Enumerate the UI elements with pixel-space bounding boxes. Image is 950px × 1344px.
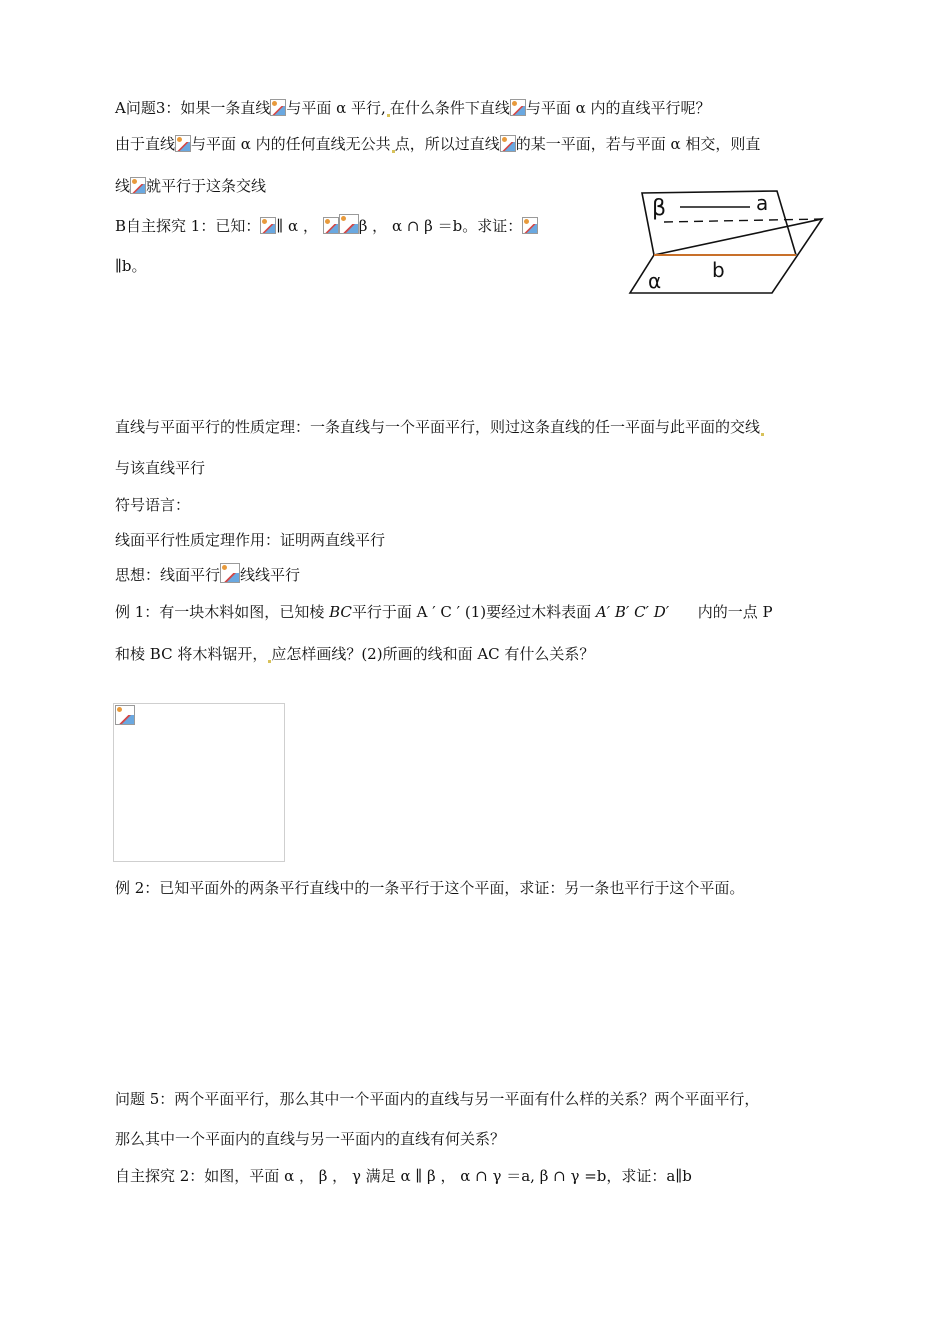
question-5-line-1: 问题 5：两个平面平行，那么其中一个平面内的直线与另一平面有什么样的关系？两个平面平行，	[115, 1090, 760, 1108]
formula-image-icon	[339, 214, 359, 234]
formula-image-icon	[522, 217, 538, 234]
formula-image-icon	[175, 135, 191, 152]
wood-block-figure-placeholder	[113, 703, 285, 862]
formula-image-icon	[130, 177, 146, 194]
plane-intersection-diagram	[622, 185, 832, 300]
explore-2: 自主探究 2：如图，平面 α ， β ， γ 满足 α ∥ β ， α ∩ γ ＝a, β ∩ γ =b，求证：a∥b	[115, 1167, 692, 1185]
question-5-line-2: 那么其中一个平面内的直线与另一平面内的直线有何关系？	[115, 1130, 506, 1148]
explore-1-line-1: B自主探究 1：已知： ∥ α ， β ， α ∩ β ＝b。求证：	[115, 214, 538, 236]
hidden-edge	[664, 219, 822, 222]
reason-line-2: 线 就平行于这条交线	[115, 177, 267, 195]
theorem-line-2: 与该直线平行	[115, 459, 206, 477]
idea-line: 思想：线面平行 线线平行	[115, 563, 300, 585]
label-b: b	[712, 258, 725, 282]
explore-1-line-2: ∥b。	[115, 257, 147, 275]
formula-image-icon	[323, 217, 339, 234]
formula-image-icon	[510, 99, 526, 116]
label-alpha: α	[648, 269, 662, 293]
example-1-line-1: 例 1：有一块木料如图，已知棱 BC平行于面 A ′ C ′ (1)要经过木料表面 A′ B′ C′ D′ 内的一点 P	[115, 603, 773, 621]
example-2: 例 2：已知平面外的两条平行直线中的一条平行于这个平面，求证：另一条也平行于这个平面。	[115, 879, 745, 897]
label-a: a	[756, 191, 769, 215]
formula-image-icon	[270, 99, 286, 116]
label-beta: β	[652, 196, 667, 221]
theorem-line-1: 直线与平面平行的性质定理：一条直线与一个平面平行，则过这条直线的任一平面与此平面的交线	[115, 417, 764, 437]
example-1-line-2: 和棱 BC 将木料锯开， 应怎样画线？(2)所画的线和面 AC 有什么关系？	[115, 645, 595, 663]
formula-image-icon	[260, 217, 276, 234]
anchor-mark	[761, 433, 764, 436]
question-3: A问题3：如果一条直线 与平面 α 平行, 在什么条件下直线 与平面 α 内的直线平行呢？	[115, 99, 711, 117]
implies-image-icon	[220, 563, 240, 583]
symbol-language: 符号语言：	[115, 496, 191, 514]
reason-line-1: 由于直线 与平面 α 内的任何直线无公共 点，所以过直线 的某一平面，若与平面 α 相交，则直	[115, 135, 761, 153]
broken-image-icon	[115, 705, 135, 725]
theorem-usage: 线面平行性质定理作用：证明两直线平行	[115, 531, 386, 549]
formula-image-icon	[500, 135, 516, 152]
